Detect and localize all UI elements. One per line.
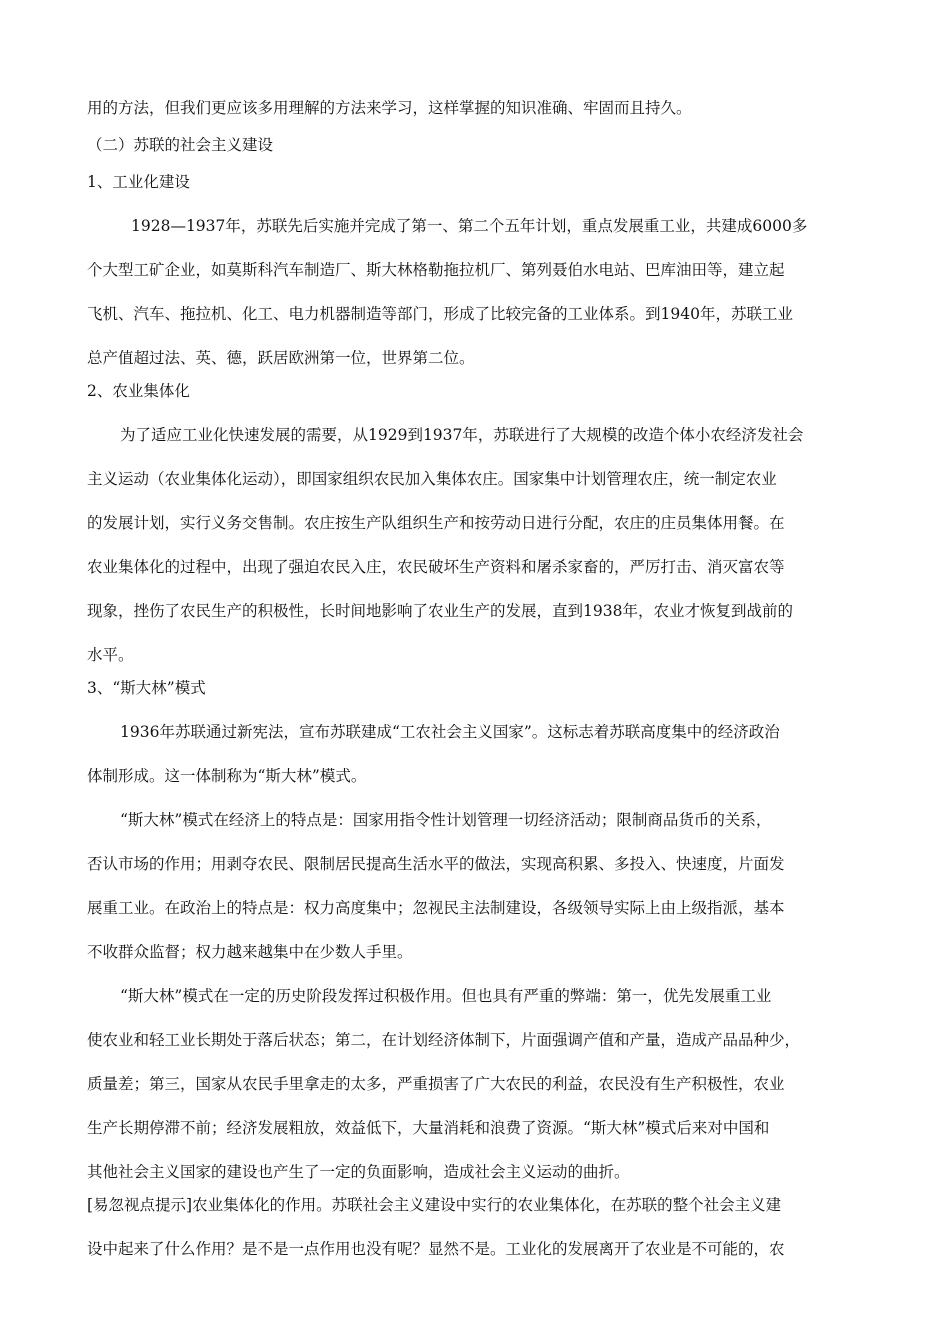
text-line: 总产值超过法、英、德，跃居欧洲第一位，世界第二位。: [87, 349, 475, 367]
text-line: 主义运动（农业集体化运动），即国家组织农民加入集体农庄。国家集中计划管理农庄，统一制定农业: [87, 470, 777, 488]
text-line: 否认市场的作用；用剥夺农民、限制居民提高生活水平的做法，实现高积累、多投入、快速度，片面发: [87, 855, 785, 873]
text-line: 1928—1937年，苏联先后实施并完成了第一、第二个五年计划，重点发展重工业，共建成6000多: [131, 217, 808, 235]
text-line: “斯大林”模式在一定的历史阶段发挥过积极作用。但也具有严重的弊端：第一，优先发展重工业: [120, 987, 772, 1005]
text-line: 展重工业。在政治上的特点是：权力高度集中；忽视民主法制建设，各级领导实际上由上级指派，基本: [87, 899, 785, 917]
section-heading: （二）苏联的社会主义建设: [87, 136, 274, 154]
text-line: 飞机、汽车、拖拉机、化工、电力机器制造等部门，形成了比较完备的工业体系。到1940年，苏联工业: [87, 305, 793, 323]
text-line: 用的方法，但我们更应该多用理解的方法来学习，这样掌握的知识准确、牢固而且持久。: [87, 99, 692, 117]
text-line: 设中起来了什么作用？是不是一点作用也没有呢？显然不是。工业化的发展离开了农业是不可能的，农: [87, 1240, 785, 1258]
text-line: 农业集体化的过程中，出现了强迫农民入庄，农民破坏生产资料和屠杀家畜的，严厉打击、消灭富农等: [87, 558, 785, 576]
subsection-heading: 3、“斯大林”模式: [87, 679, 206, 697]
text-line: 现象，挫伤了农民生产的积极性，长时间地影响了农业生产的发展，直到1938年，农业才恢复到战前的: [87, 602, 793, 620]
text-line: 1936年苏联通过新宪法，宣布苏联建成“工农社会主义国家”。这标志着苏联高度集中的经济政治: [120, 723, 780, 741]
text-line: 个大型工矿企业，如莫斯科汽车制造厂、斯大林格勒拖拉机厂、第列聂伯水电站、巴库油田等，建立起: [87, 261, 785, 279]
text-line: 生产长期停滞不前；经济发展粗放，效益低下，大量消耗和浪费了资源。“斯大林”模式后来对中国和: [87, 1119, 770, 1137]
document-body: [87, 98, 863, 1259]
text-line: 为了适应工业化快速发展的需要，从1929到1937年，苏联进行了大规模的改造个体小农经济发社会: [120, 426, 804, 444]
text-line: 使农业和轻工业长期处于落后状态；第二，在计划经济体制下，片面强调产值和产量，造成产品品种少，: [87, 1031, 801, 1049]
text-line: 水平。: [87, 646, 134, 664]
text-line: 的发展计划，实行义务交售制。农庄按生产队组织生产和按劳动日进行分配，农庄的庄员集体用餐。在: [87, 514, 785, 532]
text-line: “斯大林”模式在经济上的特点是：国家用指令性计划管理一切经济活动；限制商品货币的关系，: [120, 811, 772, 829]
subsection-heading: 2、农业集体化: [87, 382, 190, 400]
text-line: 体制形成。这一体制称为“斯大林”模式。: [87, 767, 367, 785]
tip-line: [易忽视点提示]农业集体化的作用。苏联社会主义建设中实行的农业集体化，在苏联的整个社会主义建: [87, 1196, 782, 1214]
text-line: 不收群众监督；权力越来越集中在少数人手里。: [87, 943, 413, 961]
text-line: 质量差；第三，国家从农民手里拿走的太多，严重损害了广大农民的利益，农民没有生产积极性，农业: [87, 1075, 785, 1093]
text-line: 其他社会主义国家的建设也产生了一定的负面影响，造成社会主义运动的曲折。: [87, 1163, 630, 1181]
subsection-heading: 1、工业化建设: [87, 173, 190, 191]
